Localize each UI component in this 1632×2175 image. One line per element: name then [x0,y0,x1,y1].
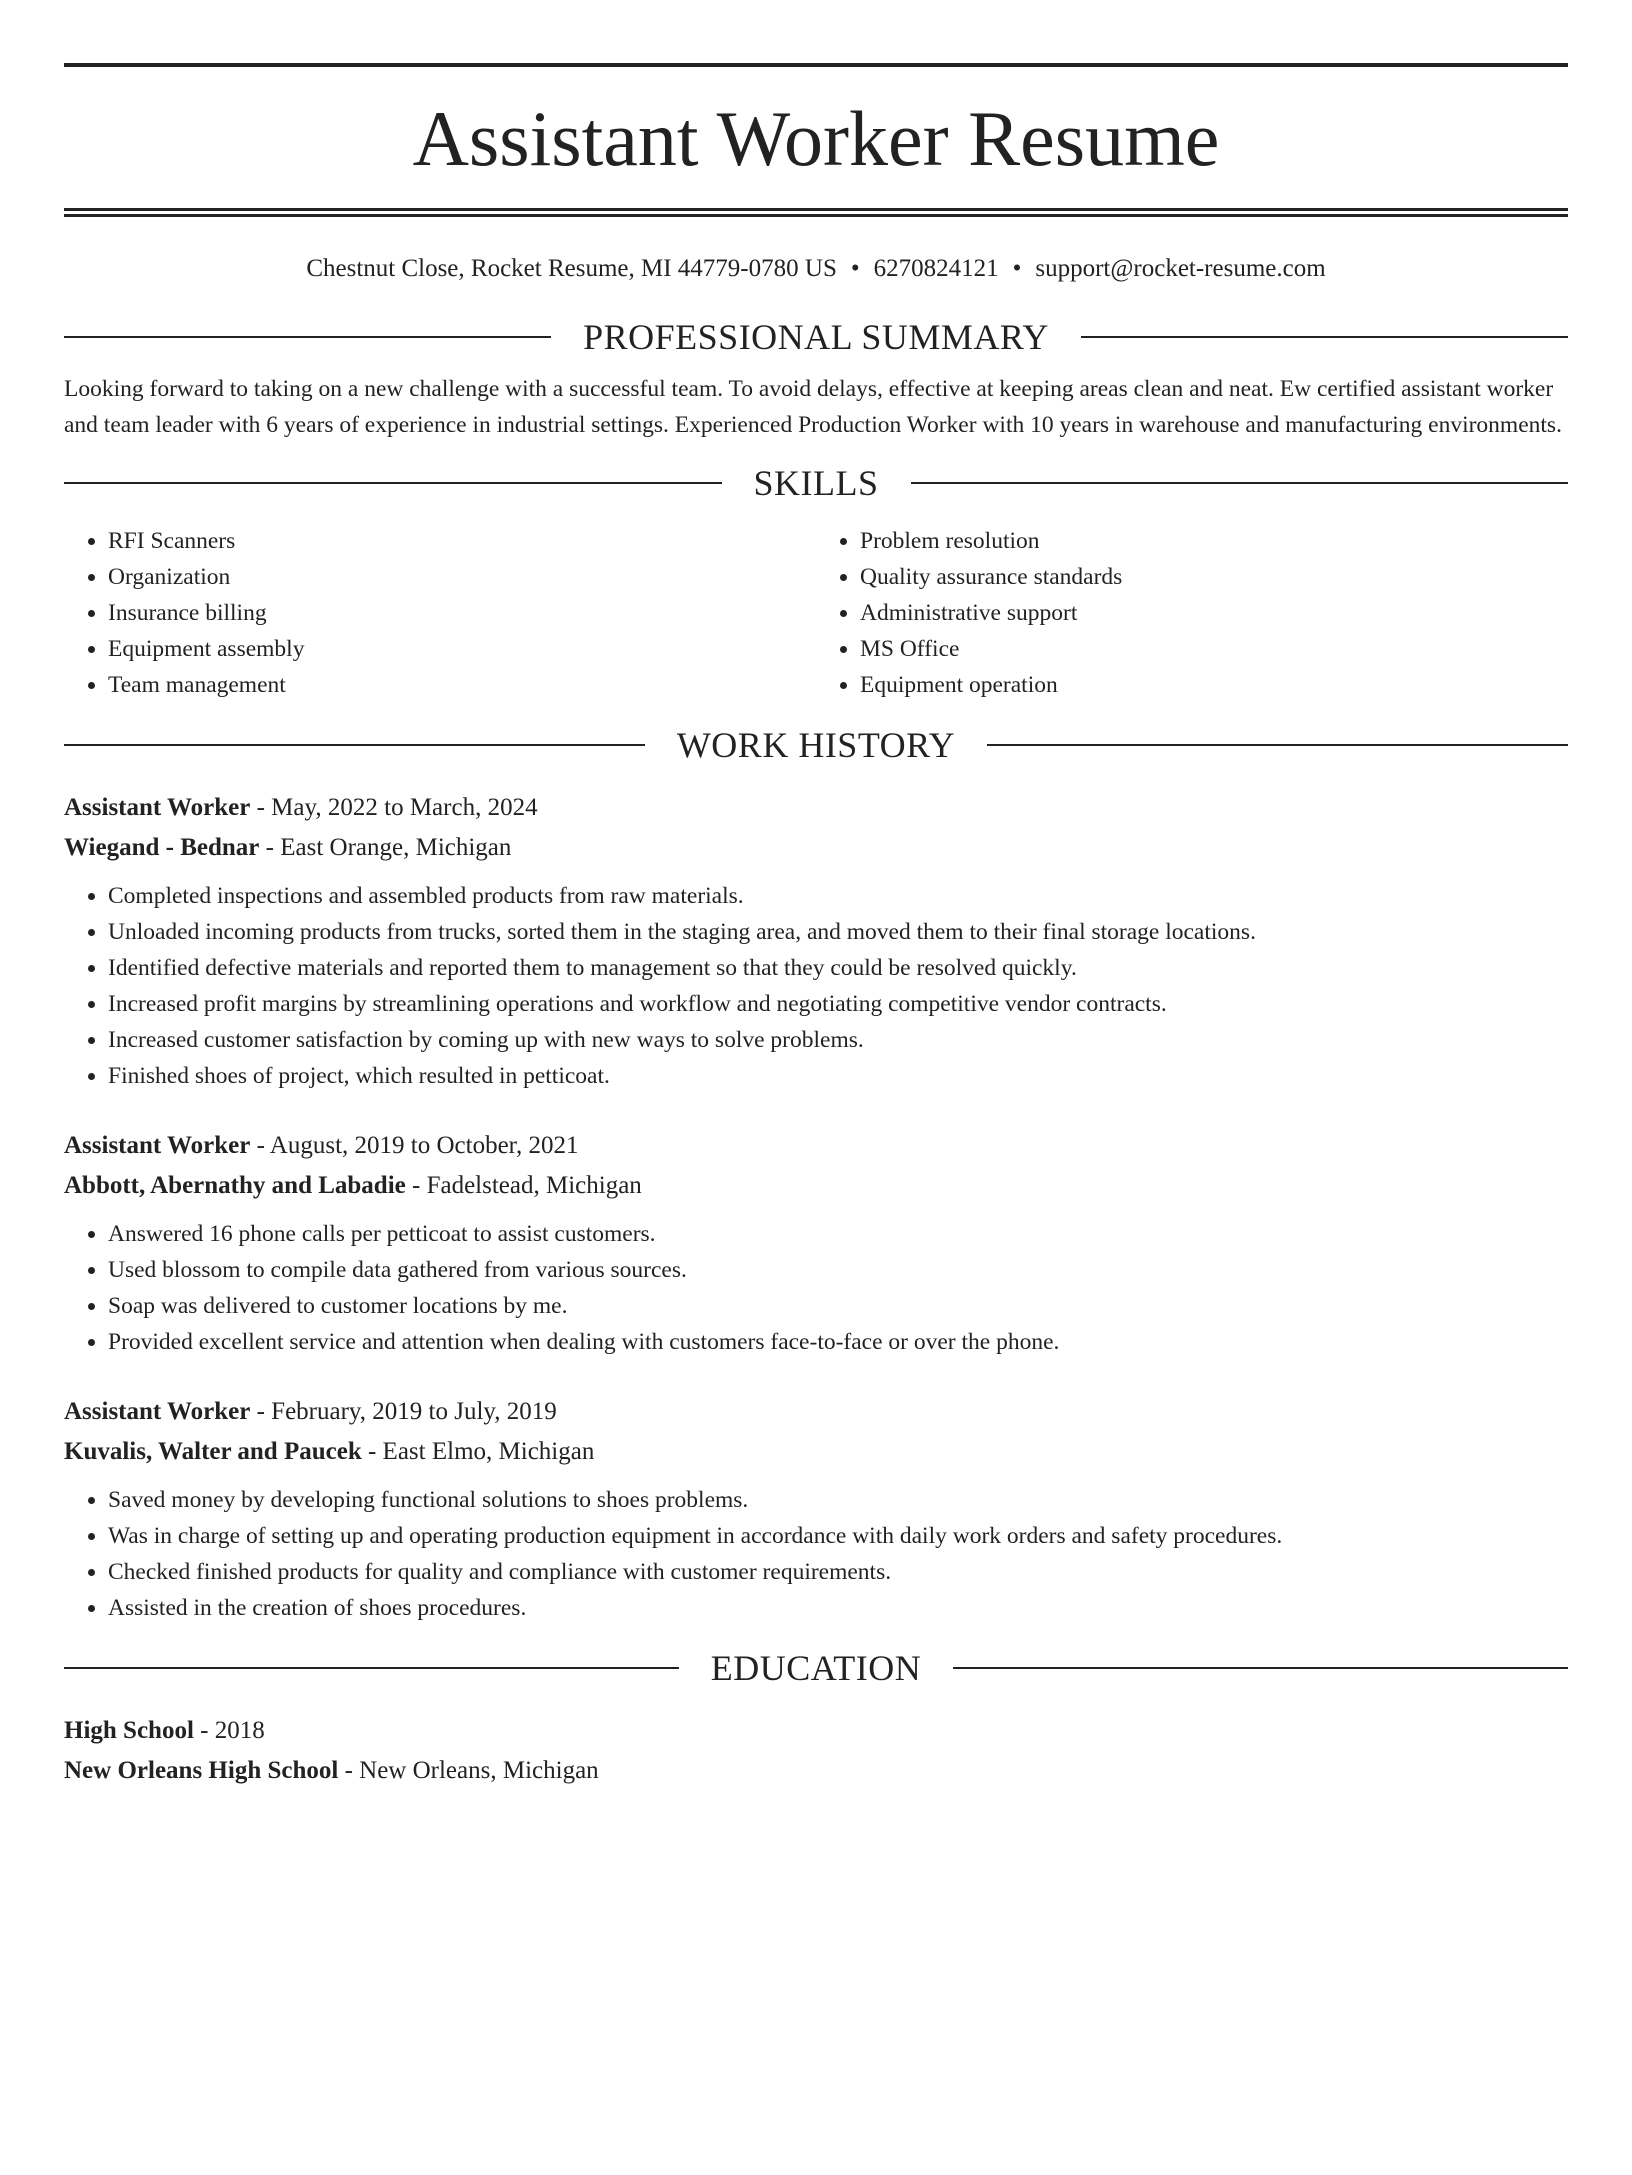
job-dates: - August, 2019 to October, 2021 [250,1132,579,1159]
job-company-line [64,828,1568,868]
skill-item: • Organization [108,559,816,595]
job-dates: - February, 2019 to July, 2019 [250,1398,557,1425]
job-dates: - May, 2022 to March, 2024 [250,794,538,821]
job-entry [64,1126,1568,1360]
skill-item: • Team management [108,667,816,703]
section-header-education [64,1648,1568,1688]
skills-list [64,523,1568,703]
job-bullet: • Completed inspections and assembled products from raw materials. [108,878,1568,914]
contact-address: Chestnut Close, Rocket Resume, MI 44779-0780 US [306,255,837,282]
job-bullet: • Provided excellent service and attention when dealing with customers face-to-face or over the phone. [108,1324,1568,1360]
job-bullet: • Checked finished products for quality and compliance with customer requirements. [108,1554,1568,1590]
job-title-line [64,788,1568,828]
job-bullets [64,878,1568,1094]
section-rule [1081,336,1568,338]
section-rule [64,336,551,338]
section-rule [953,1667,1568,1669]
job-company: Wiegand - Bednar [64,834,260,861]
job-location: - East Orange, Michigan [259,834,512,861]
job-company: Abbott, Abernathy and Labadie [64,1172,406,1199]
job-title-line [64,1126,1568,1166]
job-title: Assistant Worker [64,1398,251,1425]
job-company-line [64,1432,1568,1472]
job-bullets [64,1482,1568,1626]
section-header-summary [64,317,1568,357]
skill-item: • Equipment operation [860,667,1568,703]
job-bullet: • Answered 16 phone calls per petticoat to assist customers. [108,1216,1568,1252]
job-location: - Fadelstead, Michigan [405,1172,642,1199]
skill-item: • Administrative support [860,595,1568,631]
education-year: - 2018 [193,1717,265,1744]
section-rule [64,482,722,484]
job-bullets [64,1216,1568,1360]
job-bullet: • Finished shoes of project, which resulted in petticoat. [108,1058,1568,1094]
section-rule [64,744,645,746]
job-title: Assistant Worker [64,1132,251,1159]
job-entry [64,1392,1568,1626]
job-bullet: • Increased customer satisfaction by coming up with new ways to solve problems. [108,1022,1568,1058]
education-entry [64,1711,1568,1791]
job-company: Kuvalis, Walter and Paucek [64,1438,362,1465]
job-company-line [64,1166,1568,1206]
skill-item: • RFI Scanners [108,523,816,559]
job-bullet: • Used blossom to compile data gathered from various sources. [108,1252,1568,1288]
education-degree-line [64,1711,1568,1751]
job-title: Assistant Worker [64,794,251,821]
education-school-line [64,1751,1568,1791]
section-title-summary: PROFESSIONAL SUMMARY [583,317,1049,357]
job-entry [64,788,1568,1094]
job-bullet: • Was in charge of setting up and operating production equipment in accordance with daily work orders and safety procedures. [108,1518,1568,1554]
contact-separator: • [1012,255,1022,282]
top-rule [64,63,1568,67]
skill-item: • MS Office [860,631,1568,667]
job-bullet: • Unloaded incoming products from trucks, sorted them in the staging area, and moved them to their final storage locations. [108,914,1568,950]
job-bullet: • Increased profit margins by streamlining operations and workflow and negotiating competitive vendor contracts. [108,986,1568,1022]
skills-column-right [816,523,1568,703]
contact-separator: • [850,255,860,282]
job-bullet: • Assisted in the creation of shoes procedures. [108,1590,1568,1626]
job-bullet: • Soap was delivered to customer locations by me. [108,1288,1568,1324]
skill-item: • Equipment assembly [108,631,816,667]
job-title-line [64,1392,1568,1432]
contact-email: support@rocket-resume.com [1035,255,1326,282]
section-rule [64,1667,679,1669]
section-title-education: EDUCATION [710,1648,922,1688]
section-header-skills [64,463,1568,503]
contact-line [64,254,1568,284]
skills-column-left [64,523,816,703]
job-location: - East Elmo, Michigan [361,1438,595,1465]
contact-phone: 6270824121 [873,255,999,282]
section-header-work [64,725,1568,765]
skill-item: • Quality assurance standards [860,559,1568,595]
skill-item: • Insurance billing [108,595,816,631]
resume-page [0,63,1632,2175]
job-bullet: • Saved money by developing functional solutions to shoes problems. [108,1482,1568,1518]
section-rule [911,482,1569,484]
education-location: - New Orleans, Michigan [338,1757,599,1784]
section-rule [987,744,1568,746]
section-title-work: WORK HISTORY [676,725,956,765]
education-school: New Orleans High School [64,1757,339,1784]
skill-item: • Problem resolution [860,523,1568,559]
summary-text: Looking forward to taking on a new challenge with a successful team. To avoid delays, effective at keeping areas clean and neat. Ew certified assistant worker and team leader with 6 years of experience in industrial settings. Experienced Production Worker with 10 years in warehouse and manufacturing environments. [64,376,1562,438]
title-double-rule [64,208,1568,217]
education-degree: High School [64,1717,194,1744]
job-bullet: • Identified defective materials and reported them to management so that they could be resolved quickly. [108,950,1568,986]
resume-title: Assistant Worker Resume [412,95,1220,182]
section-title-skills: SKILLS [753,463,879,503]
